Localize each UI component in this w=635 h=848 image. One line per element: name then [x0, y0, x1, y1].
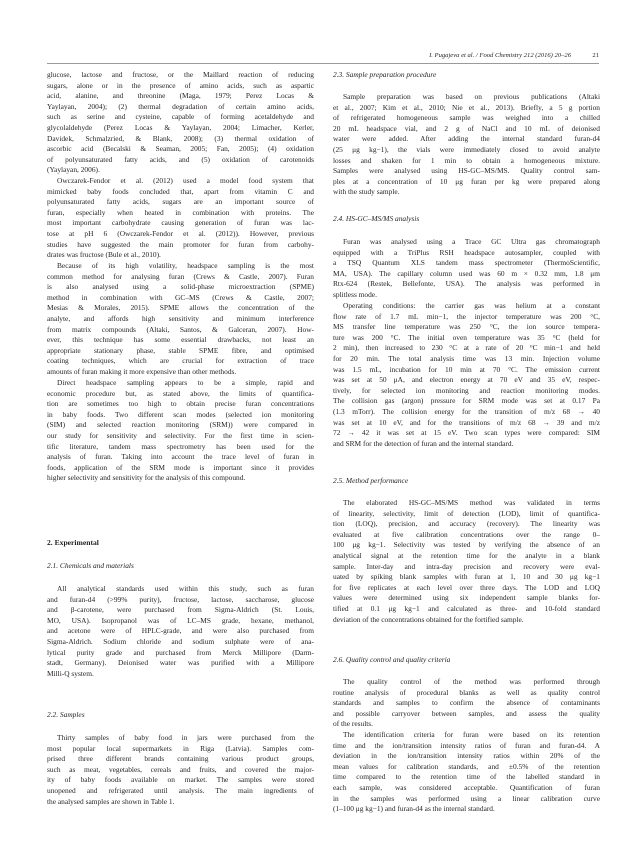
- text-line: (1–100 μg kg−1) and furan-d4 as the internal standard.: [333, 804, 495, 814]
- text-line: ascorbic acid (Becalski & Seaman, 2005; Fan, 2005); (4) oxidation: [47, 144, 314, 154]
- text-line: ity of baby foods available on market. The samples were stored: [47, 775, 314, 785]
- text-line: higher selectivity and sensitivity for the analysis of this compound.: [47, 473, 246, 483]
- text-line: splitless mode.: [333, 289, 377, 299]
- text-line: tion (LOQ), precision, and accuracy (recovery). The linearity was: [333, 519, 600, 529]
- text-line: our study for sensitivity and selectivity. For the first time in scien-: [47, 430, 314, 440]
- text-line: Furan was analysed using a Trace GC Ultra gas chromatograph: [343, 237, 600, 246]
- text-line: Mesias & Morales, 2015). SPME allows the concentration of the: [47, 303, 314, 313]
- text-line: losses and shaken for 1 min to obtain a homogeneous mixture.: [333, 155, 600, 165]
- text-line: Milli-Q system.: [47, 668, 94, 678]
- text-line: and β-carotene, were purchased from Sigma-Aldrich (St. Louis,: [47, 605, 314, 615]
- text-line: glycolaldehyde (Perez Locas & Yaylayan, 2004; Limacher, Kerler,: [47, 122, 314, 132]
- text-line: Davidek, Schmalzried, & Blank, 2008); (3) thermal oxidation of: [47, 133, 314, 143]
- samples-paragraph: [47, 733, 314, 807]
- text-line: (25 μg kg−1), the vials were immediately closed to avoid analyte: [333, 144, 600, 154]
- text-line: with the study sample.: [333, 187, 400, 197]
- text-line: equipped with a TriPlus RSH headspace autosampler, coupled with: [333, 247, 600, 257]
- chemicals-paragraph: [47, 584, 314, 679]
- subsection-heading-chemicals: 2.1. Chemicals and materials: [47, 561, 134, 570]
- text-line: was set at 10 eV, and for the transitions of m/z 68 → 39 and m/z: [333, 417, 600, 427]
- text-line: tific literature, tandem mass spectrometry has been used for the: [47, 441, 314, 451]
- text-line: Direct headspace sampling appears to be a simple, rapid and: [57, 378, 314, 387]
- text-line: 100 μg kg−1. Selectivity was tested by verifying the absence of an: [333, 540, 600, 550]
- text-line: tion are sometimes too high to obtain precise furan concentrations: [47, 399, 314, 409]
- text-line: and furan-d4 (>99% purity), fructose, lactose, saccharose, glucose: [47, 594, 314, 604]
- text-line: tified at 0.1 μg kg−1 and calculated as three- and 10-fold standard: [333, 603, 600, 613]
- text-line: was 1.5 mL, incubation for 10 min at 70 °C. The emission current: [333, 364, 600, 374]
- text-line: 20 mL headspace vial, and 2 g of NaCl and 10 mL of deionised: [333, 123, 600, 133]
- method-performance-paragraph: [333, 498, 600, 625]
- text-line: in baby foods. Two different scan modes (selected ion monitoring: [47, 409, 314, 419]
- text-line: standards and samples to confirm the absence of contaminants: [333, 698, 600, 708]
- text-line: flow rate of 1.7 mL min−1, the injector temperature was 200 °C,: [333, 311, 600, 321]
- text-line: deviation of the concentrations obtained for the fortified sample.: [333, 614, 524, 624]
- text-line: was set at 50 μA, and electron energy at 70 eV and 35 eV, respec-: [333, 375, 600, 385]
- text-line: water were added. After adding the internal standard furan-d4: [333, 134, 600, 144]
- subsection-heading-samples: 2.2. Samples: [47, 710, 85, 719]
- text-line: ples at a concentration of 10 μg furan per kg were prepared along: [333, 176, 600, 186]
- instrument-paragraph: [333, 237, 600, 301]
- text-line: Thirty samples of baby food in jars were purchased from the: [57, 733, 314, 742]
- text-line: time compared to the retention time of the labelled standard in: [333, 772, 600, 782]
- text-line: common method for analysing furan (Crews & Castle, 2007). Furan: [47, 271, 314, 281]
- text-line: Sigma-Aldrich. Sodium chloride and sodium sulphate were of ana-: [47, 636, 314, 646]
- text-line: each sample, was considered acceptable. Quantification of furan: [333, 782, 600, 792]
- header-rule: [47, 63, 599, 64]
- text-line: (Yaylayan, 2006).: [47, 165, 100, 175]
- text-line: furan, especially when heated in combination with proteins. The: [47, 207, 314, 217]
- text-line: tose at pH 6 (Owczarek-Fendor et al. (2012)). However, previous: [47, 228, 314, 238]
- text-line: coating techniques, which are crucial for extraction of trace: [47, 356, 314, 366]
- text-line: prised three different brands containing various product groups,: [47, 754, 314, 764]
- text-line: and possible carryover between samples, and assess the quality: [333, 708, 600, 718]
- text-line: analysis of furan. Taking into account the trace level of furan in: [47, 452, 314, 462]
- text-line: The elaborated HS-GC–MS/MS method was validated in terms: [343, 498, 600, 507]
- text-line: lytical purity grade and purchased from Merck Millipore (Darm-: [47, 647, 314, 657]
- sample-prep-paragraph: [333, 92, 600, 198]
- intro-paragraph-2: [47, 176, 314, 261]
- text-line: polyunsaturated fatty acids, sugars are an important source of: [47, 197, 314, 207]
- text-line: deviation in the ion/transition intensity ratios within 20% of the: [333, 751, 600, 761]
- text-line: Yaylayan, 2004); (2) thermal degradation of certain amino acids,: [47, 101, 314, 111]
- text-line: et al., 2007; Kim et al., 2010; Nie et al., 2013). Briefly, a 5 g portion: [333, 102, 600, 112]
- text-line: Because of its high volatility, headspace sampling is the most: [57, 261, 314, 270]
- text-line: analytical signal at the retention time for the analyte in a blank: [333, 550, 600, 560]
- identification-criteria-paragraph: [333, 730, 600, 815]
- text-line: stadt, Germany). Deionised water was purified with a Millipore: [47, 658, 314, 668]
- text-line: method in combination with GC–MS (Crews & Castle, 2007;: [47, 292, 314, 302]
- subsection-heading-sample-prep: 2.3. Sample preparation procedure: [333, 70, 437, 79]
- page-number: 21: [592, 52, 599, 59]
- subsection-heading-hs-gc-ms: 2.4. HS-GC–MS/MS analysis: [333, 214, 420, 223]
- text-line: ever, this technique has some essential drawbacks, not least an: [47, 335, 314, 345]
- text-line: 2 min), then increased to 230 °C at a rate of 20 °C min−1 and held: [333, 343, 600, 353]
- running-title: I. Pugajeva et al. / Food Chemistry 212 (2016) 20–26: [429, 52, 571, 59]
- text-line: drates was fructose (Bule et al., 2010).: [47, 250, 161, 260]
- text-line: from matrix compounds (Altaki, Santos, & Galceran, 2007). How-: [47, 324, 314, 334]
- text-line: mean values for calibration standards, and ±0.5% of the retention: [333, 761, 600, 771]
- text-line: studies have suggested the main promoter for furan from carbohy-: [47, 239, 314, 249]
- text-line: and SRM for the detection of furan and the internal standard.: [333, 438, 514, 448]
- text-line: routine analysis of procedural blanks as well as quality control: [333, 687, 600, 697]
- text-line: MA, USA). The capillary column used was 60 m × 0.32 mm, 1.8 μm: [333, 268, 600, 278]
- text-line: Operating conditions: the carrier gas was helium at a constant: [343, 301, 600, 310]
- text-line: foods, application of the SRM mode is important since it provides: [47, 462, 314, 472]
- text-line: such as serine and cysteine, capable of forming acetaldehyde and: [47, 112, 314, 122]
- text-line: the analysed samples are shown in Table 1.: [47, 796, 175, 806]
- text-line: time and the ion/transition intensity ratios of furan and furan-d4. A: [333, 740, 600, 750]
- text-line: of linearity, selectivity, limit of detection (LOD), limit of quantifica-: [333, 508, 600, 518]
- text-line: analyte, and affords high sensitivity and minimum interference: [47, 313, 314, 323]
- intro-paragraph-3: [47, 261, 314, 378]
- text-line: is also analysed using a solid-phase microextraction (SPME): [47, 282, 314, 292]
- text-line: sample. Inter-day and intra-day precision and recovery were eval-: [333, 561, 600, 571]
- text-line: MO, USA). Isopropanol was of LC–MS grade, hexane, methanol,: [47, 615, 314, 625]
- section-heading-experimental: 2. Experimental: [47, 538, 99, 547]
- intro-paragraph-4: [47, 378, 314, 484]
- text-line: tively, for selected ion monitoring and reaction monitoring modes.: [333, 385, 600, 395]
- subsection-heading-method-performance: 2.5. Method performance: [333, 476, 409, 485]
- text-line: and acetone were of HPLC-grade, and were also purchased from: [47, 626, 314, 636]
- text-line: Owczarek-Fendor et al. (2012) used a model food system that: [57, 176, 314, 185]
- text-line: 72 → 42 it was set at 15 eV. Two scan types were compared: SIM: [333, 428, 600, 438]
- text-line: of the results.: [333, 719, 374, 729]
- text-line: mimicked baby foods concluded that, apart from vitamin C and: [47, 186, 314, 196]
- text-line: in the samples was performed using a linear calibration curve: [333, 793, 600, 803]
- text-line: amounts of furan making it more expensive than other methods.: [47, 366, 237, 376]
- text-line: ture was 200 °C. The initial oven temperature was 35 °C (held for: [333, 332, 600, 342]
- text-line: The quality control of the method was performed through: [343, 677, 600, 686]
- subsection-heading-quality-control: 2.6. Quality control and quality criteria: [333, 655, 451, 664]
- text-line: sugars, alone or in the presence of amino acids, such as aspartic: [47, 80, 314, 90]
- text-line: values were determined using six independent sample blanks for-: [333, 593, 600, 603]
- text-line: for five replicates at each level over three days. The LOD and LOQ: [333, 582, 600, 592]
- text-line: All analytical standards used within this study, such as furan: [57, 584, 314, 593]
- text-line: (SIM) and selected reaction monitoring (SRM)) were compared in: [47, 420, 314, 430]
- text-line: for 20 min. The total analysis time was 13 min. Injection volume: [333, 353, 600, 363]
- intro-paragraph-1: [47, 70, 314, 176]
- text-line: most popular local supermarkets in Riga (Latvia). Samples com-: [47, 743, 314, 753]
- text-line: Rtx-624 (Restek, Bellefonte, USA). The analysis was performed in: [333, 279, 600, 289]
- text-line: The identification criteria for furan were based on its retention: [343, 730, 600, 739]
- text-line: The collision gas (argon) pressure for SRM mode was set at 0.17 Pa: [333, 396, 600, 406]
- text-line: Sample preparation was based on previous publications (Altaki: [343, 92, 600, 101]
- text-line: MS transfer line temperature was 250 °C, the ion source tempera-: [333, 322, 600, 332]
- text-line: such as meat, vegetables, cereals and fruits, and covered the major-: [47, 764, 314, 774]
- text-line: of refrigerated homogeneous sample was weighed into a chilled: [333, 113, 600, 123]
- text-line: glucose, lactose and fructose, or the Maillard reaction of reducing: [47, 70, 314, 79]
- operating-conditions-paragraph: [333, 301, 600, 449]
- text-line: uated by spiking blank samples with furan at 1, 10 and 30 μg kg−1: [333, 572, 600, 582]
- text-line: a TSQ Quantum XLS tandem mass spectrometer (ThermoScientific,: [333, 258, 600, 268]
- text-line: Samples were analysed using HS-GC–MS/MS. Quality control sam-: [333, 166, 600, 176]
- text-line: economic procedure but, as stated above, the limits of quantifica-: [47, 388, 314, 398]
- text-line: evaluated at five calibration concentrations over the range 0–: [333, 529, 600, 539]
- quality-control-paragraph: [333, 677, 600, 730]
- text-line: most important carbohydrate causing generation of furan was lac-: [47, 218, 314, 228]
- text-line: (1.3 mTorr). The collision energy for the transition of m/z 68 → 40: [333, 406, 600, 416]
- text-line: acid, alanine, and threonine (Maga, 1979; Perez Locas &: [47, 91, 314, 101]
- text-line: unopened and refrigerated until analysis. The main ingredients of: [47, 785, 314, 795]
- text-line: appropriate stationary phase, stable SPME fibre, and optimised: [47, 345, 314, 355]
- text-line: of polyunsaturated fatty acids, and (5) oxidation of carotenoids: [47, 154, 314, 164]
